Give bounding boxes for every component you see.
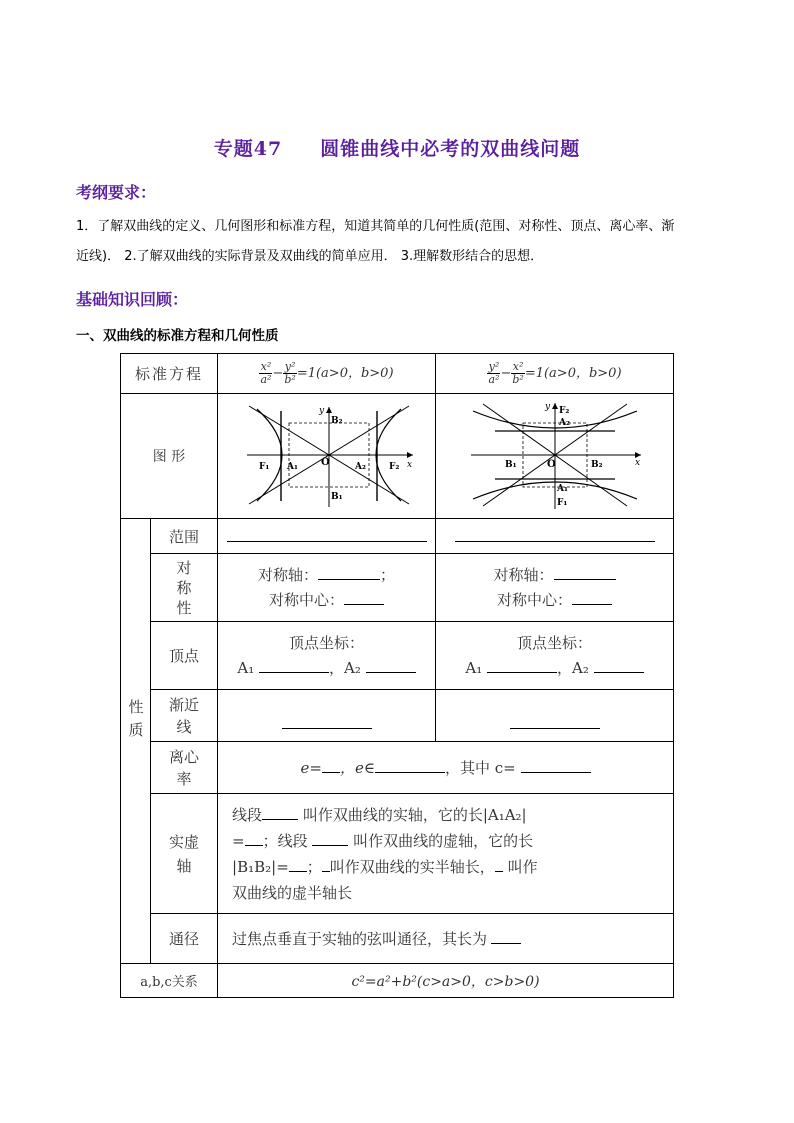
row-range <box>121 519 674 554</box>
figure-vertical-hyperbola <box>436 394 674 519</box>
origin-label: O <box>546 459 556 470</box>
y-axis-label: y <box>544 402 550 412</box>
row-eccentricity <box>121 742 674 794</box>
f2-label: F₂ <box>558 406 569 416</box>
equation-vertical: $\frac{\text{y²}}{\text{a²}}$ − $\frac{\text{x²}}{\text{b²}}$ =1(a>0，b>0) <box>436 354 674 394</box>
row-asymptote <box>121 690 674 742</box>
label-figure: 图 形 <box>121 394 218 519</box>
row-vertex <box>121 622 674 690</box>
y-axis-label: y <box>318 406 324 416</box>
vertex-vertical: 顶点坐标： A₁ ，A₂ <box>436 622 674 690</box>
range-blank-vertical <box>436 519 674 554</box>
label-eccentricity: 离心率 <box>151 742 218 794</box>
label-latus-rectum: 通径 <box>151 914 218 964</box>
label-symmetry: 对称性 <box>151 554 218 622</box>
a1-label: A₁ <box>556 484 568 494</box>
row-symmetry <box>121 554 674 622</box>
a1-label: A₁ <box>286 462 298 472</box>
label-standard-equation: 标准方程 <box>121 354 218 394</box>
label-properties: 性质 <box>121 519 151 964</box>
symmetry-horizontal: 对称轴： ； 对称中心： <box>218 554 436 622</box>
title-topic-number: 专题47 <box>213 138 283 160</box>
b2-label: B₂ <box>590 460 603 470</box>
vertical-hyperbola-graph <box>465 401 645 511</box>
hyperbola-properties-table <box>120 353 674 998</box>
page-title <box>0 134 794 161</box>
title-topic-name: 圆锥曲线中必考的双曲线问题 <box>320 138 581 160</box>
latus-rectum-content: 过焦点垂直于实轴的弦叫通径，其长为 <box>218 914 674 964</box>
equation-horizontal: $\frac{\text{x²}}{\text{a²}}$ − $\frac{\text{y²}}{\text{b²}}$ =1(a>0，b>0) <box>218 354 436 394</box>
f1-label: F₁ <box>258 462 269 472</box>
figure-horizontal-hyperbola <box>218 394 436 519</box>
asymptote-blank-horizontal <box>218 690 436 742</box>
b1-label: B₁ <box>504 460 517 470</box>
horizontal-hyperbola-graph <box>237 401 417 511</box>
a2-label: A₂ <box>354 462 366 472</box>
requirements-text <box>76 212 726 272</box>
section-heading-requirements: 考纲要求： <box>76 183 157 202</box>
asymptote-blank-vertical <box>436 690 674 742</box>
label-asymptote: 渐近线 <box>151 690 218 742</box>
row-latus-rectum <box>121 914 674 964</box>
range-blank-horizontal <box>218 519 436 554</box>
label-abc-relation: a,b,c关系 <box>121 964 218 998</box>
label-real-imag-axis: 实虚轴 <box>151 794 218 914</box>
section-heading-basics: 基础知识回顾： <box>76 290 189 309</box>
row-abc-relation <box>121 964 674 998</box>
vertex-horizontal: 顶点坐标： A₁ ，A₂ <box>218 622 436 690</box>
f1-label: F₁ <box>556 498 567 508</box>
label-vertex: 顶点 <box>151 622 218 690</box>
b2-label: B₂ <box>330 416 343 426</box>
symmetry-vertical: 对称轴： 对称中心： <box>436 554 674 622</box>
eccentricity-content: e= ，e∈ ，其中 c= <box>218 742 674 794</box>
axis-content: 线段 叫作双曲线的实轴，它的长|A₁A₂| = ；线段 叫作双曲线的虚轴，它的长 |B₁B₂|= ； 叫作双曲线的实半轴长， 叫作 双曲线的虚半轴长 <box>218 794 674 914</box>
origin-label: O <box>320 457 330 468</box>
x-axis-label: x <box>406 460 412 470</box>
requirements-line-2: 近线)． 2.了解双曲线的实际背景及双曲线的简单应用． 3.理解数形结合的思想． <box>76 249 544 264</box>
subsection-heading: 一、双曲线的标准方程和几何性质 <box>76 328 279 344</box>
row-standard-equation <box>121 354 674 394</box>
f2-label: F₂ <box>388 462 399 472</box>
row-real-imag-axis <box>121 794 674 914</box>
b1-label: B₁ <box>330 492 343 502</box>
requirements-line-1: 1．了解双曲线的定义、几何图形和标准方程，知道其简单的几何性质(范围、对称性、顶点、离心率、渐 <box>76 219 675 234</box>
label-range: 范围 <box>151 519 218 554</box>
row-figure <box>121 394 674 519</box>
a2-label: A₂ <box>558 418 570 428</box>
abc-relation-equation: c²=a²+b²(c>a>0，c>b>0) <box>218 964 674 998</box>
x-axis-label: x <box>634 458 640 468</box>
